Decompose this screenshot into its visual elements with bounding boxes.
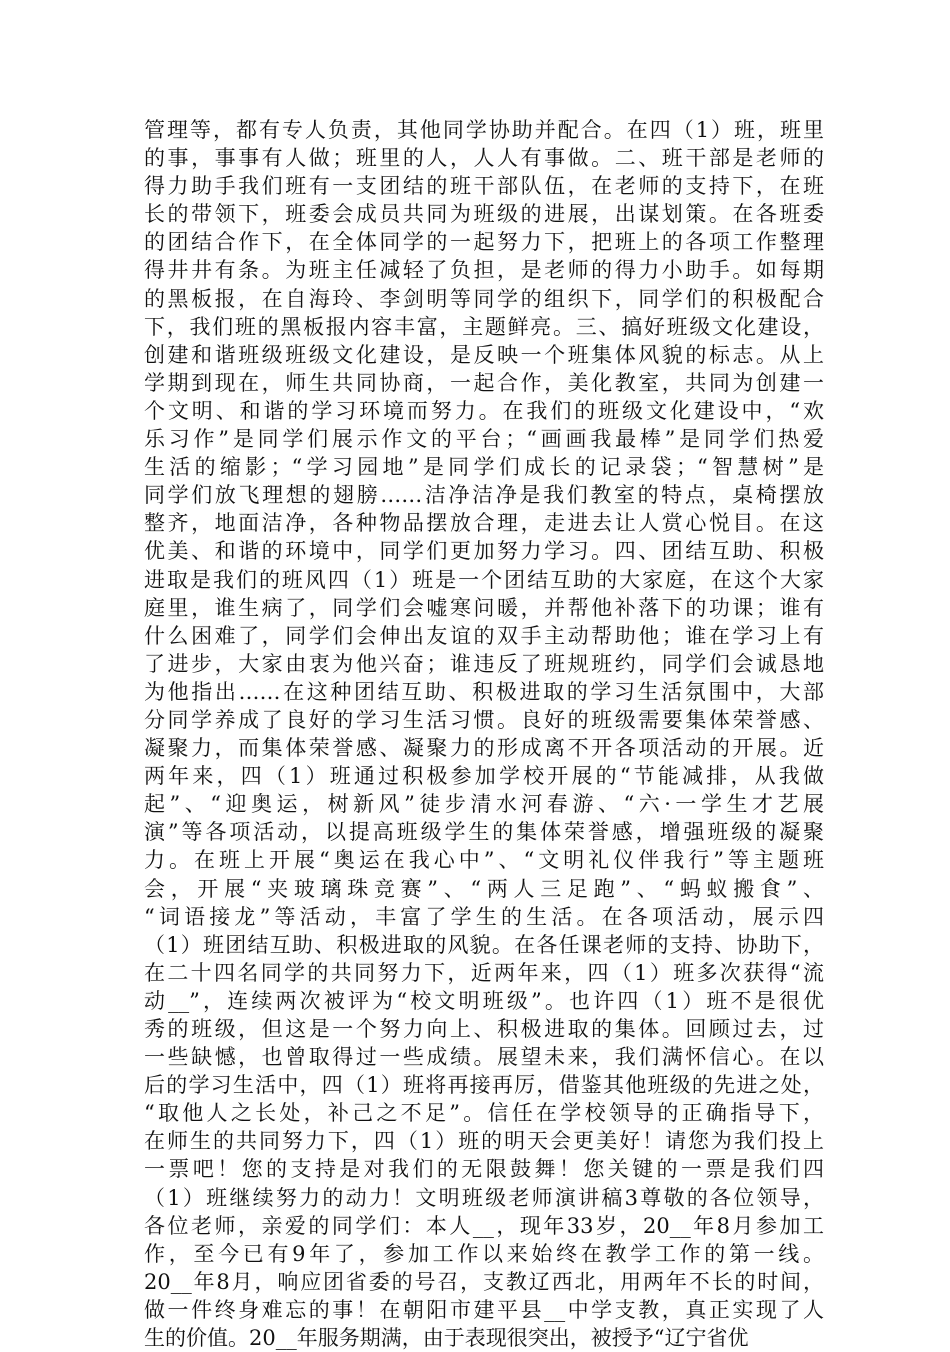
text-line: 的黑板报，在自海玲、李剑明等同学的组织下，同学们的积极配合 (144, 286, 824, 311)
text-line: 进取是我们的班风四（1）班是一个团结互助的大家庭，在这个大家 (144, 567, 824, 592)
text-line: 个文明、和谐的学习环境而努力。在我们的班级文化建设中，“欢 (144, 398, 824, 423)
body-text (144, 116, 824, 1352)
text-line: 了进步，大家由衷为他兴奋；谁违反了班规班约，同学们会诚恳地 (144, 651, 824, 676)
text-line: 优美、和谐的环境中，同学们更加努力学习。四、团结互助、积极 (144, 539, 824, 564)
text-line: 力。在班上开展“奥运在我心中”、“文明礼仪伴我行”等主题班 (144, 848, 824, 873)
text-line: 得井井有条。为班主任减轻了负担，是老师的得力小助手。如每期 (144, 258, 824, 283)
text-line: 作，至今已有9年了，参加工作以来始终在教学工作的第一线。 (144, 1241, 824, 1266)
text-line: 凝聚力，而集体荣誉感、凝聚力的形成离不开各项活动的开展。近 (144, 736, 824, 761)
text-line: 动__”，连续两次被评为“校文明班级”。也许四（1）班不是很优 (144, 988, 824, 1013)
text-line: 学期到现在，师生共同协商，一起合作，美化教室，共同为创建一 (144, 370, 824, 395)
text-line: 同学们放飞理想的翅膀……洁净洁净是我们教室的特点，桌椅摆放 (144, 483, 824, 508)
text-line: 什么困难了，同学们会伸出友谊的双手主动帮助他；谁在学习上有 (144, 623, 824, 648)
text-line: 管理等，都有专人负责，其他同学协助并配合。在四（1）班，班里 (144, 118, 824, 142)
text-line: 会，开展“夹玻璃珠竞赛”、“两人三足跑”、“蚂蚁搬食”、 (144, 876, 824, 901)
text-line: 生的价值。20__年服务期满，由于表现很突出，被授予“辽宁省优 (144, 1326, 749, 1351)
text-line: 20__年8月，响应团省委的号召，支教辽西北，用两年不长的时间， (144, 1269, 824, 1294)
text-line: 为他指出……在这种团结互助、积极进取的学习生活氛围中，大部 (144, 679, 824, 704)
text-line: “取他人之长处，补己之不足”。信任在学校领导的正确指导下， (144, 1101, 824, 1126)
text-line: 后的学习生活中，四（1）班将再接再厉，借鉴其他班级的先进之处， (144, 1073, 824, 1098)
text-line: 起”、“迎奥运，树新风”徒步清水河春游、“六·一学生才艺展 (144, 792, 824, 817)
text-line: 庭里，谁生病了，同学们会嘘寒问暖，并帮他补落下的功课；谁有 (144, 595, 824, 620)
text-line: 长的带领下，班委会成员共同为班级的进展，出谋划策。在各班委 (144, 202, 824, 227)
text-line: 一些缺憾，也曾取得过一些成绩。展望未来，我们满怀信心。在以 (144, 1045, 824, 1070)
text-line: （1）班继续努力的动力！文明班级老师演讲稿3尊敬的各位领导， (144, 1185, 824, 1210)
text-line: 两年来，四（1）班通过积极参加学校开展的“节能减排，从我做 (144, 764, 824, 789)
text-line: 一票吧！您的支持是对我们的无限鼓舞！您关键的一票是我们四 (144, 1157, 824, 1182)
text-line: （1）班团结互助、积极进取的风貌。在各任课老师的支持、协助下， (144, 932, 824, 957)
text-line: “词语接龙”等活动，丰富了学生的生活。在各项活动，展示四 (144, 904, 824, 929)
text-line: 秀的班级，但这是一个努力向上、积极进取的集体。回顾过去，过 (144, 1017, 824, 1041)
text-line: 在师生的共同努力下，四（1）班的明天会更美好！请您为我们投上 (144, 1129, 824, 1154)
text-line: 创建和谐班级班级文化建设，是反映一个班集体风貌的标志。从上 (144, 342, 824, 367)
text-line: 生活的缩影；“学习园地”是同学们成长的记录袋；“智慧树”是 (144, 455, 824, 480)
text-line: 下，我们班的黑板报内容丰富，主题鲜亮。三、搞好班级文化建设， (144, 314, 824, 339)
text-line: 在二十四名同学的共同努力下，近两年来，四（1）班多次获得“流 (144, 960, 824, 985)
text-line: 的团结合作下，在全体同学的一起努力下，把班上的各项工作整理 (144, 230, 824, 255)
text-line: 各位老师，亲爱的同学们：本人__，现年33岁，20__年8月参加工 (144, 1213, 824, 1238)
text-line: 的事，事事有人做；班里的人，人人有事做。二、班干部是老师的 (144, 146, 824, 171)
text-line: 演”等各项活动，以提高班级学生的集体荣誉感，增强班级的凝聚 (144, 820, 824, 845)
text-line: 得力助手我们班有一支团结的班干部队伍，在老师的支持下，在班 (144, 174, 824, 199)
text-line: 分同学养成了良好的学习生活习惯。良好的班级需要集体荣誉感、 (144, 707, 824, 732)
text-line: 整齐，地面洁净，各种物品摆放合理，走进去让人赏心悦目。在这 (144, 511, 824, 536)
text-line: 做一件终身难忘的事！在朝阳市建平县__中学支教，真正实现了人 (144, 1297, 824, 1322)
text-line: 乐习作”是同学们展示作文的平台；“画画我最棒”是同学们热爱 (144, 427, 824, 452)
